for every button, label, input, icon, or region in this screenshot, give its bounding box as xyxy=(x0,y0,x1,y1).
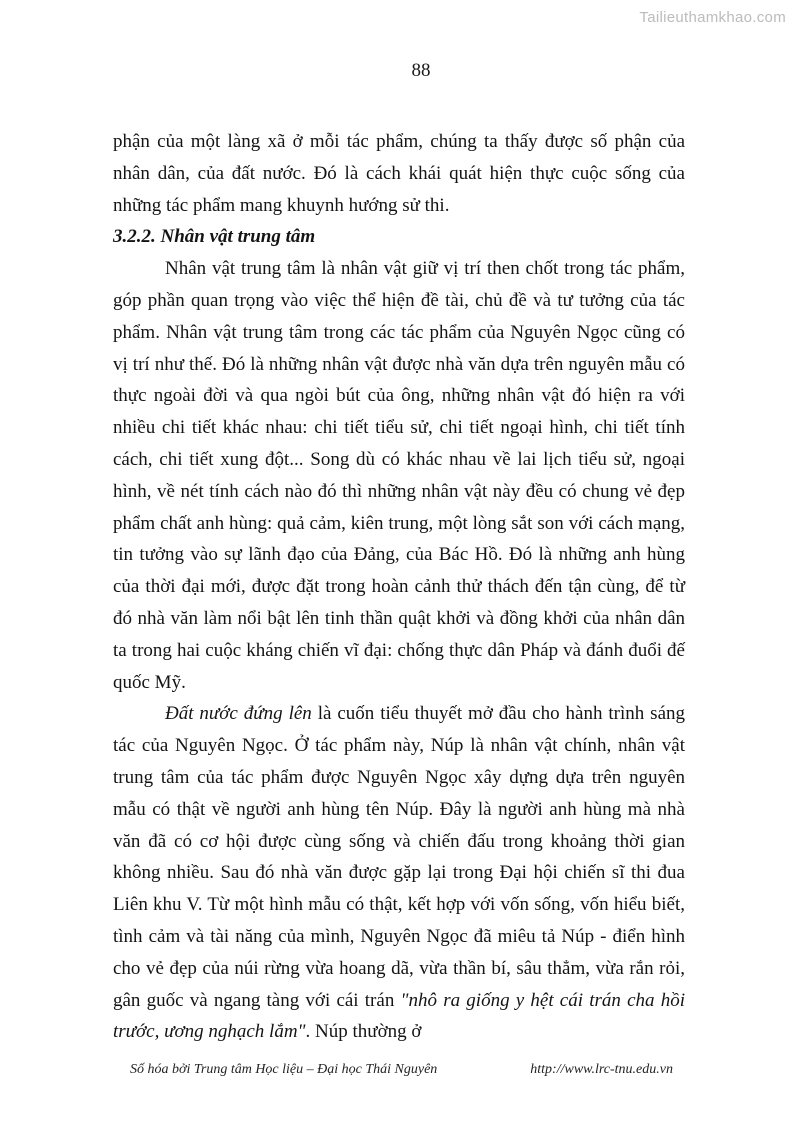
novel-title-italic: Đất nước đứng lên xyxy=(165,703,312,725)
site-watermark: Tailieuthamkhao.com xyxy=(639,9,786,26)
page-footer xyxy=(130,1062,673,1078)
paragraph-dat-nuoc-dung-len xyxy=(113,698,685,1048)
paragraph-tail: . Núp thường ở xyxy=(305,1021,422,1043)
paragraph-text: là cuốn tiểu thuyết mở đầu cho hành trình sáng tác của Nguyên Ngọc. Ở tác phẩm này, Núp là nhân vật chính, nhân vật trung tâm của tác phẩm được Nguyên Ngọc xây dựng dựa trên nguyên mẫu có thật về người anh hùng tên Núp. Đây là người anh hùng mà nhà văn đã có cơ hội được cùng sống và chiến đấu trong khoảng thời gian không nhiều. Sau đó nhà văn được gặp lại trong Đại hội chiến sĩ thi đua Liên khu V. Từ một hình mẫu có thật, kết hợp với vốn sống, vốn hiểu biết, tình cảm và tài năng của mình, Nguyên Ngọc đã miêu tả Núp - điển hình cho vẻ đẹp của núi rừng vừa hoang dã, vừa thần bí, sâu thẳm, vừa rắn rỏi, gân guốc và ngang tàng với cái trán xyxy=(113,703,686,1011)
quoted-phrase-italic: "nhô ra giống y hệt cái trán cha hồi trước, ương nghạch lắm" xyxy=(113,989,685,1043)
paragraph-central-character: Nhân vật trung tâm là nhân vật giữ vị trí then chốt trong tác phẩm, góp phần quan trọng vào việc thể hiện đề tài, chủ đề và tư tưởng của tác phẩm. Nhân vật trung tâm trong các tác phẩm của Nguyên Ngọc cũng có vị trí như thế. Đó là những nhân vật được nhà văn dựa trên nguyên mẫu có thực ngoài đời và qua ngòi bút của ông, những nhân vật đó hiện ra với nhiều chi tiết khác nhau: chi tiết tiểu sử, chi tiết ngoại hình, chi tiết tính cách, chi tiết xung đột... Song dù có khác nhau về lai lịch tiểu sử, ngoại hình, về nét tính cách nào đó thì những nhân vật này đều có chung vẻ đẹp phẩm chất anh hùng: quả cảm, kiên trung, một lòng sắt son với cách mạng, tin tưởng vào sự lãnh đạo của Đảng, của Bác Hồ. Đó là những anh hùng của thời đại mới, được đặt trong hoàn cảnh thử thách đến tận cùng, để từ đó nhà văn làm nổi bật lên tinh thần quật khởi và đồng khởi của nhân dân ta trong hai cuộc kháng chiến vĩ đại: chống thực dân Pháp và đánh đuổi đế quốc Mỹ. xyxy=(113,258,685,693)
paragraph-continuation: phận của một làng xã ở mỗi tác phẩm, chúng ta thấy được số phận của nhân dân, của đất nước. Đó là cách khái quát hiện thực cuộc sống của những tác phẩm mang khuynh hướng sử thi. xyxy=(113,131,685,216)
document-body xyxy=(113,126,685,1048)
footer-library-url: http://www.lrc-tnu.edu.vn xyxy=(530,1062,673,1077)
page-number: 88 xyxy=(411,60,431,81)
section-heading-3-2-2: 3.2.2. Nhân vật trung tâm xyxy=(113,226,316,248)
footer-digitized-by: Số hóa bởi Trung tâm Học liệu – Đại học Thái Nguyên xyxy=(130,1062,438,1077)
